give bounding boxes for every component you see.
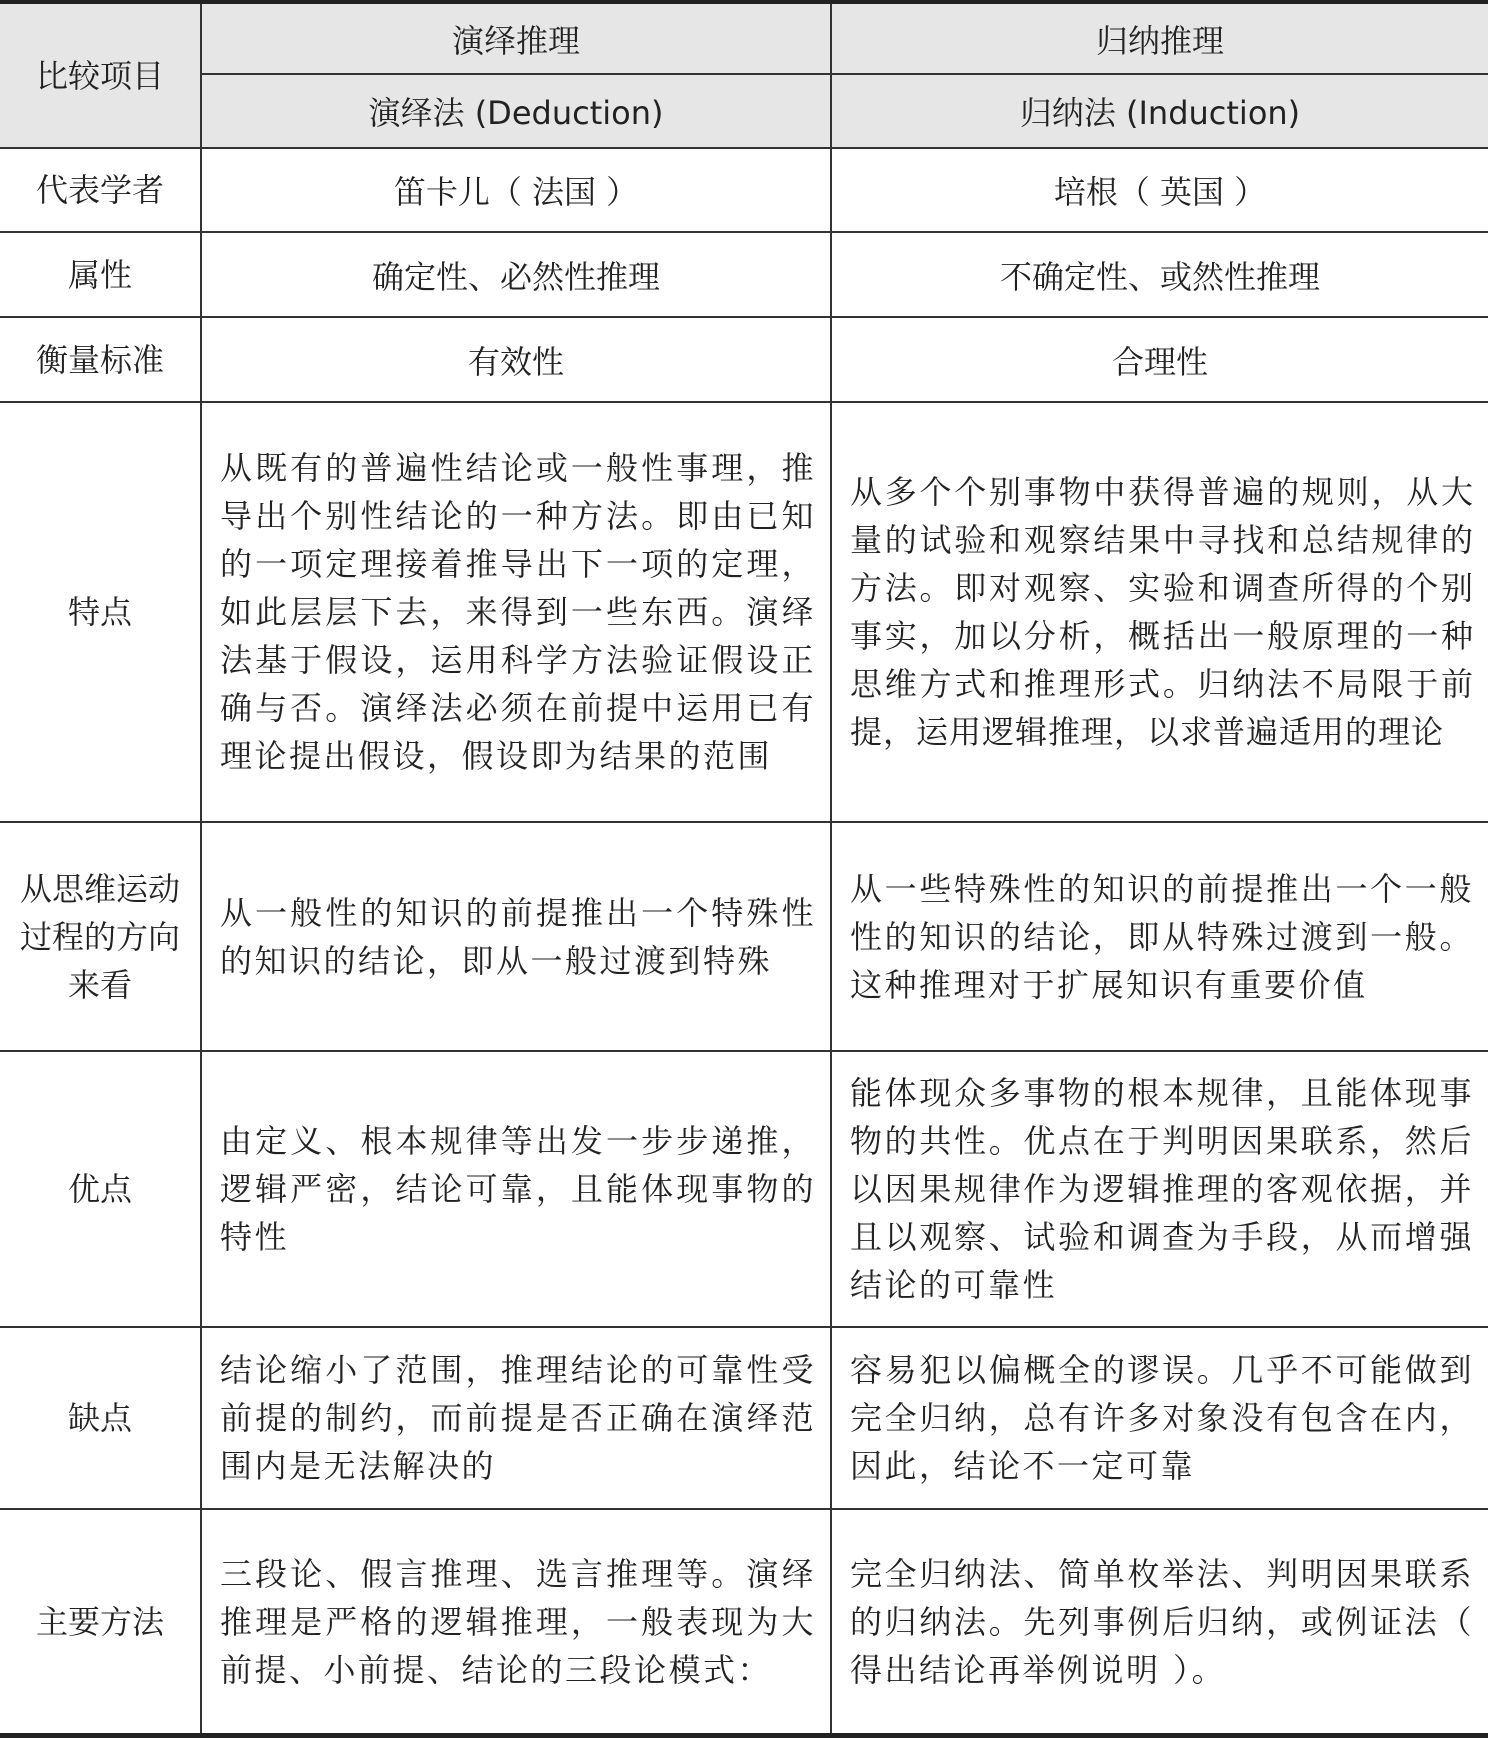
induction-title-cell xyxy=(831,2,1488,74)
induction-cell: 从一些特殊性的知识的前提推出一个一般性的知识的结论，即从特殊过渡到一般。这种推理对于扩展知识有重要价值 xyxy=(831,822,1488,1051)
induction-cell: 完全归纳法、简单枚举法、判明因果联系的归纳法。先列事例后归纳，或例证法（ 得出结论再举例说明 ）。 xyxy=(831,1509,1488,1736)
row-label: 属性 xyxy=(0,232,201,317)
deduction-subtitle: 演绎法 (Deduction) xyxy=(368,94,664,132)
table-row xyxy=(0,317,1488,402)
induction-cell: 不确定性、或然性推理 xyxy=(831,232,1488,317)
induction-subtitle: 归纳法 (Induction) xyxy=(1019,94,1301,132)
deduction-cell: 确定性、必然性推理 xyxy=(201,232,831,317)
deduction-cell: 从既有的普遍性结论或一般性事理，推导出个别性结论的一种方法。即由已知的一项定理接着推导出下一项的定理，如此层层下去，来得到一些东西。演绎法基于假设，运用科学方法验证假设正确与否。演绎法必须在前提中运用已有理论提出假设，假设即为结果的范围 xyxy=(201,402,831,822)
deduction-title-cell xyxy=(201,2,831,74)
row-label: 主要方法 xyxy=(0,1509,201,1736)
table-row xyxy=(0,1509,1488,1736)
deduction-cell: 由定义、根本规律等出发一步步递推，逻辑严密，结论可靠，且能体现事物的特性 xyxy=(201,1051,831,1327)
induction-cell: 能体现众多事物的根本规律，且能体现事物的共性。优点在于判明因果联系，然后以因果规律作为逻辑推理的客观依据，并且以观察、试验和调查为手段，从而增强结论的可靠性 xyxy=(831,1051,1488,1327)
row-label: 优点 xyxy=(0,1051,201,1327)
table-row xyxy=(0,822,1488,1051)
induction-cell: 合理性 xyxy=(831,317,1488,402)
header-row-2 xyxy=(0,74,1488,148)
deduction-subtitle-cell xyxy=(201,74,831,148)
row-label: 特点 xyxy=(0,402,201,822)
row-label: 从思维运动过程的方向来看 xyxy=(0,822,201,1051)
table-row xyxy=(0,232,1488,317)
induction-cell: 容易犯以偏概全的谬误。几乎不可能做到完全归纳，总有许多对象没有包含在内，因此，结论不一定可靠 xyxy=(831,1327,1488,1509)
induction-cell: 从多个个别事物中获得普遍的规则，从大量的试验和观察结果中寻找和总结规律的方法。即对观察、实验和调查所得的个别事实，加以分析，概括出一般原理的一种思维方式和推理形式。归纳法不局限于前提，运用逻辑推理，以求普遍适用的理论 xyxy=(831,402,1488,822)
header-row-1 xyxy=(0,2,1488,74)
deduction-cell: 结论缩小了范围，推理结论的可靠性受前提的制约，而前提是否正确在演绎范围内是无法解决的 xyxy=(201,1327,831,1509)
row-label: 缺点 xyxy=(0,1327,201,1509)
table-row xyxy=(0,1051,1488,1327)
induction-subtitle-cell xyxy=(831,74,1488,148)
table-row xyxy=(0,402,1488,822)
deduction-title: 演绎推理 xyxy=(451,21,580,60)
row-label: 衡量标准 xyxy=(0,317,201,402)
deduction-cell: 从一般性的知识的前提推出一个特殊性的知识的结论，即从一般过渡到特殊 xyxy=(201,822,831,1051)
row-label: 代表学者 xyxy=(0,148,201,232)
deduction-cell: 三段论、假言推理、选言推理等。演绎推理是严格的逻辑推理，一般表现为大前提、小前提、结论的三段论模式： xyxy=(201,1509,831,1736)
table-row xyxy=(0,1327,1488,1509)
induction-cell: 培根（ 英国 ） xyxy=(831,148,1488,232)
table-row xyxy=(0,148,1488,232)
induction-title: 归纳推理 xyxy=(1095,21,1224,60)
compare-label-cell xyxy=(0,2,201,148)
compare-label: 比较项目 xyxy=(35,56,164,95)
deduction-cell: 笛卡儿（ 法国 ） xyxy=(201,148,831,232)
deduction-cell: 有效性 xyxy=(201,317,831,402)
